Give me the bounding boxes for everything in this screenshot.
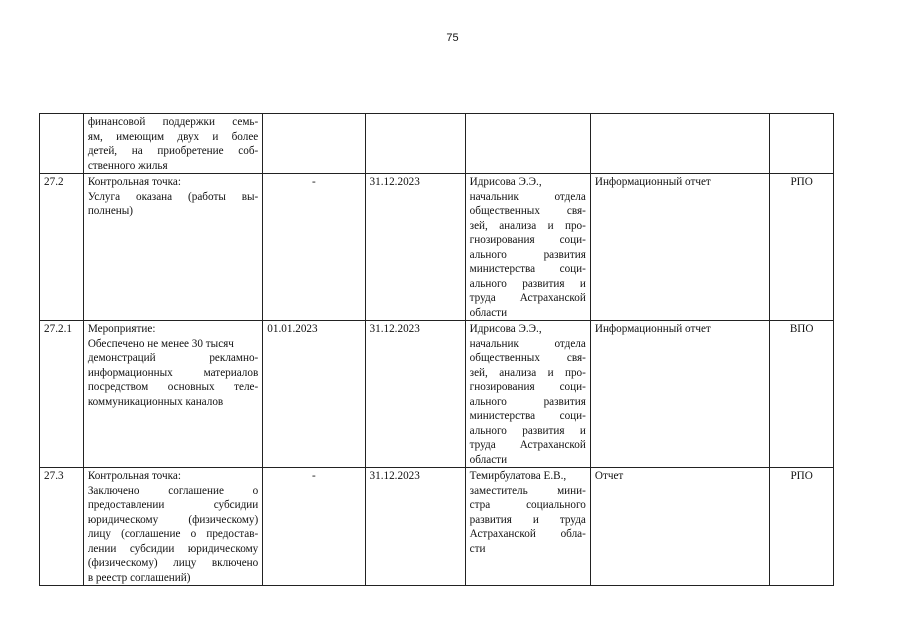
level-cell: РПО (770, 468, 834, 586)
event-line: демонстраций рекламно- (87, 352, 259, 364)
responsible-line: общественных свя- (469, 205, 586, 217)
document-type-cell: Отчет (590, 468, 769, 586)
responsible-cell (465, 321, 590, 468)
event-line: ственного жилья (87, 159, 168, 172)
table-row (40, 468, 834, 586)
responsible-cell (465, 468, 590, 586)
responsible-line: области (469, 306, 508, 319)
responsible-line: области (469, 453, 508, 466)
responsible-line: Темирбулатова Е.В., (469, 470, 567, 482)
end-date-cell: 31.12.2023 (365, 321, 465, 468)
event-line: коммуникационных каналов (87, 395, 224, 408)
row-number-cell: 27.2 (40, 174, 84, 321)
responsible-cell (465, 114, 590, 174)
responsible-line: Астраханской обла- (469, 528, 586, 540)
responsible-line: министерства соци- (469, 410, 586, 422)
start-date-cell: 01.01.2023 (263, 321, 365, 468)
event-line: полнены) (87, 205, 134, 217)
responsible-line: ального развития и (469, 277, 586, 290)
responsible-line: ального развития (469, 395, 586, 408)
table-row (40, 321, 834, 468)
responsible-line: министерства соци- (469, 263, 586, 275)
event-line: Мероприятие: (87, 323, 156, 335)
end-date-cell (365, 114, 465, 174)
responsible-line: Идрисова Э.Э., (469, 176, 542, 188)
responsible-line: труда Астраханской (469, 439, 586, 451)
row-number-cell: 27.3 (40, 468, 84, 586)
level-cell (770, 114, 834, 174)
event-line: Заключено соглашение о (87, 484, 259, 497)
row-number-cell: 27.2.1 (40, 321, 84, 468)
table-row (40, 114, 834, 174)
end-date-cell: 31.12.2023 (365, 174, 465, 321)
event-line: Обеспечено не менее 30 тысяч (87, 337, 234, 350)
responsible-line: заместитель мини- (469, 484, 586, 497)
table-row (40, 174, 834, 321)
event-line: лении субсидии юридическому (87, 542, 259, 555)
responsible-line: ального развития (469, 248, 586, 261)
event-line: Контрольная точка: (87, 176, 181, 188)
document-type-cell: Информационный отчет (590, 174, 769, 321)
event-line: Контрольная точка: (87, 470, 181, 482)
event-line: (физическому) лицу включено (87, 557, 259, 569)
responsible-line: гнозирования соци- (469, 381, 586, 393)
start-date-cell: - (263, 174, 365, 321)
document-type-cell (590, 114, 769, 174)
event-line: финансовой поддержки семь- (87, 116, 259, 128)
event-cell (83, 468, 262, 586)
start-date-cell (263, 114, 365, 174)
document-type-cell: Информационный отчет (590, 321, 769, 468)
end-date-cell: 31.12.2023 (365, 468, 465, 586)
page-number: 75 (446, 32, 459, 44)
event-line: лицу (соглашение о предостав- (87, 528, 259, 540)
event-cell (83, 114, 262, 174)
event-line: юридическому (физическому) (87, 513, 259, 526)
responsible-line: зей, анализа и про- (469, 219, 586, 232)
level-cell: РПО (770, 174, 834, 321)
responsible-line: стра социального (469, 499, 586, 511)
event-line: ям, имеющим двух и более (87, 130, 259, 143)
event-line: детей, на приобретение соб- (87, 145, 259, 157)
responsible-line: зей, анализа и про- (469, 366, 586, 379)
event-cell (83, 321, 262, 468)
responsible-line: ального развития и (469, 424, 586, 437)
event-line: информационных материалов (87, 366, 259, 379)
responsible-line: гнозирования соци- (469, 234, 586, 246)
level-cell: ВПО (770, 321, 834, 468)
plan-table (39, 113, 834, 586)
row-number-cell (40, 114, 84, 174)
event-line: в реестр соглашений) (87, 571, 191, 584)
start-date-cell: - (263, 468, 365, 586)
responsible-line: труда Астраханской (469, 292, 586, 304)
event-cell (83, 174, 262, 321)
responsible-line: развития и труда (469, 513, 586, 526)
responsible-line: сти (469, 542, 486, 555)
event-line: посредством основных теле- (87, 381, 259, 393)
event-line: предоставлении субсидии (87, 499, 259, 511)
responsible-line: начальник отдела (469, 337, 586, 350)
responsible-cell (465, 174, 590, 321)
responsible-line: Идрисова Э.Э., (469, 323, 542, 335)
event-line: Услуга оказана (работы вы- (87, 190, 259, 203)
responsible-line: общественных свя- (469, 352, 586, 364)
responsible-line: начальник отдела (469, 190, 586, 203)
